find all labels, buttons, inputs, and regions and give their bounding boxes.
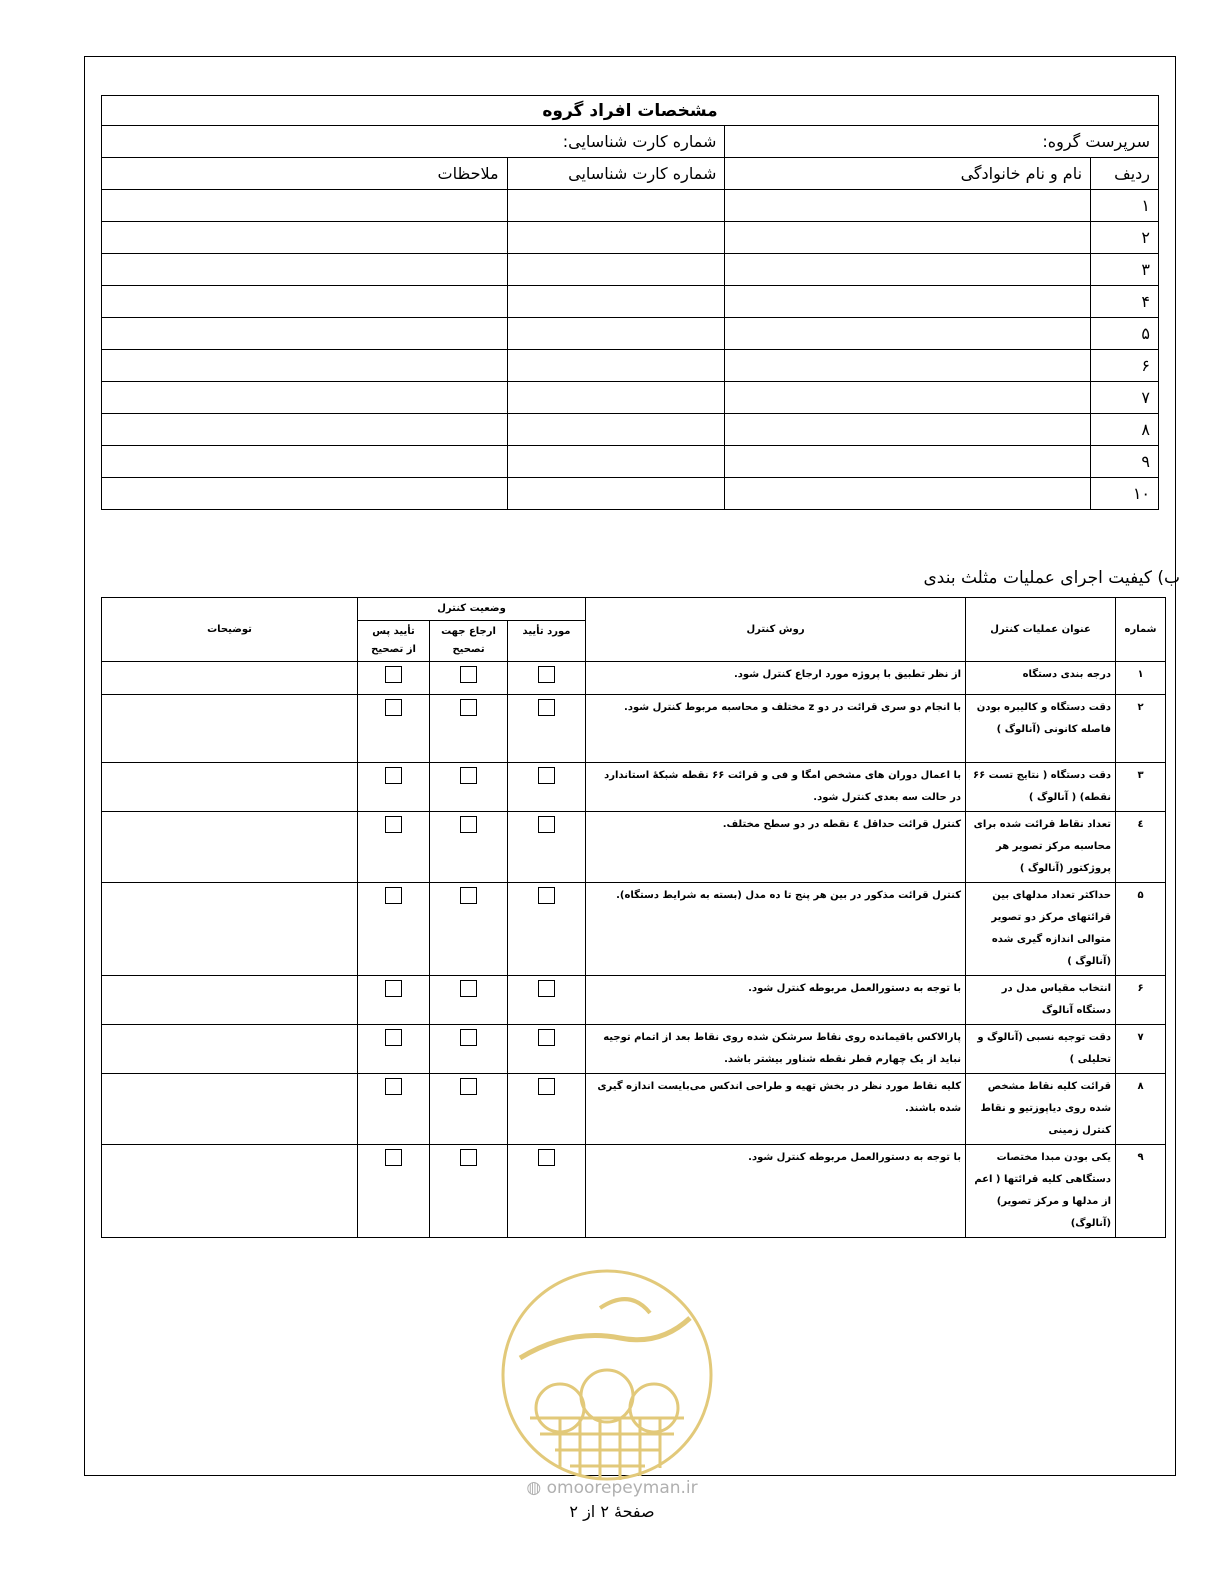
row-number: ۵ [1091, 318, 1159, 350]
control-number: ۵ [1116, 883, 1166, 976]
id-card-field[interactable] [507, 414, 725, 446]
control-method: با توجه به دستورالعمل مربوطه کنترل شود. [586, 1145, 966, 1238]
status-cell-returned [430, 976, 508, 1025]
approved-checkbox[interactable] [538, 1149, 555, 1166]
table-row [102, 763, 1166, 812]
table-row [102, 662, 1166, 695]
notes-field[interactable] [102, 190, 508, 222]
approved-checkbox[interactable] [538, 767, 555, 784]
table-row [102, 812, 1166, 883]
description-field[interactable] [102, 883, 358, 976]
returned-checkbox[interactable] [460, 699, 477, 716]
approved-after-checkbox[interactable] [385, 767, 402, 784]
row-number: ۴ [1091, 286, 1159, 318]
table-row [102, 254, 1159, 286]
status-cell-returned [430, 695, 508, 763]
returned-checkbox[interactable] [460, 980, 477, 997]
name-field[interactable] [725, 350, 1091, 382]
row-number: ۲ [1091, 222, 1159, 254]
notes-field[interactable] [102, 222, 508, 254]
control-title: قرائت کلیه نقاط مشخص شده روی دیاپوزتیو و نقاط کنترل زمینی [966, 1074, 1116, 1145]
approved-checkbox[interactable] [538, 816, 555, 833]
notes-field[interactable] [102, 254, 508, 286]
name-field[interactable] [725, 318, 1091, 350]
control-method: از نظر تطبیق با پروژه مورد ارجاع کنترل شود. [586, 662, 966, 695]
status-cell-approved [508, 812, 586, 883]
control-number: ۶ [1116, 976, 1166, 1025]
header-control-title: عنوان عملیات کنترل [966, 598, 1116, 662]
control-method: با اعمال دوران های مشخص امگا و فی و قرائت ۶۶ نقطه شبکهٔ استاندارد در حالت سه بعدی کنترل شود. [586, 763, 966, 812]
header-description: توضیحات [102, 598, 358, 662]
approved-after-checkbox[interactable] [385, 887, 402, 904]
header-returned-line1: ارجاع جهت [441, 626, 496, 637]
description-field[interactable] [102, 763, 358, 812]
id-card-field[interactable] [507, 254, 725, 286]
website-text: omoorepeyman.ir [546, 1478, 698, 1498]
page-number: صفحهٔ ۲ از ۲ [569, 1502, 655, 1521]
id-card-field[interactable] [507, 286, 725, 318]
control-method: کنترل قرائت مذکور در بین هر پنج تا ده مدل (بسته به شرایط دستگاه). [586, 883, 966, 976]
returned-checkbox[interactable] [460, 1149, 477, 1166]
status-cell-approved [508, 883, 586, 976]
header-approved-after-line1: تأیید پس [372, 626, 415, 637]
control-method: پارالاکس باقیمانده روی نقاط سرشکن شده روی نقاط بعد از اتمام توجیه نباید از یک چهارم قطر نقطه شناور بیشتر باشد. [586, 1025, 966, 1074]
status-cell-approved-after [358, 883, 430, 976]
approved-checkbox[interactable] [538, 1078, 555, 1095]
status-cell-approved-after [358, 695, 430, 763]
name-field[interactable] [725, 382, 1091, 414]
status-cell-approved-after [358, 1025, 430, 1074]
status-cell-returned [430, 662, 508, 695]
description-field[interactable] [102, 812, 358, 883]
status-cell-approved [508, 695, 586, 763]
control-table [101, 597, 1166, 1238]
control-number: ۱ [1116, 662, 1166, 695]
header-name: نام و نام خانوادگی [725, 158, 1091, 190]
id-card-field[interactable] [507, 350, 725, 382]
status-cell-approved [508, 1074, 586, 1145]
id-card-field[interactable] [507, 478, 725, 510]
returned-checkbox[interactable] [460, 1029, 477, 1046]
control-title: تعداد نقاط قرائت شده برای محاسبه مرکز تصویر هر پروژکتور (آنالوگ ) [966, 812, 1116, 883]
control-method: با انجام دو سری قرائت در دو z مختلف و محاسبه مربوط کنترل شود. [586, 695, 966, 763]
returned-checkbox[interactable] [460, 666, 477, 683]
table-row [102, 695, 1166, 763]
header-approved-after [358, 621, 430, 662]
approved-checkbox[interactable] [538, 1029, 555, 1046]
id-card-field[interactable] [507, 222, 725, 254]
notes-field[interactable] [102, 382, 508, 414]
section-b-heading: ب) کیفیت اجرای عملیات مثلث بندی [923, 568, 1180, 588]
control-number: ٤ [1116, 812, 1166, 883]
description-field[interactable] [102, 695, 358, 763]
notes-field[interactable] [102, 286, 508, 318]
control-number: ۸ [1116, 1074, 1166, 1145]
control-title: انتخاب مقیاس مدل در دستگاه آنالوگ [966, 976, 1116, 1025]
status-cell-approved [508, 662, 586, 695]
description-field[interactable] [102, 1074, 358, 1145]
control-number: ۳ [1116, 763, 1166, 812]
control-number: ۹ [1116, 1145, 1166, 1238]
id-card-field[interactable] [507, 382, 725, 414]
table-row [102, 1025, 1166, 1074]
status-cell-approved-after [358, 763, 430, 812]
status-cell-approved-after [358, 1074, 430, 1145]
table-row [102, 222, 1159, 254]
status-cell-approved-after [358, 812, 430, 883]
table-row [102, 190, 1159, 222]
header-control-status: وضعیت کنترل [358, 598, 586, 621]
notes-field[interactable] [102, 350, 508, 382]
control-title: دقت دستگاه و کالیبره بودن فاصله کانونی (آنالوگ ) [966, 695, 1116, 763]
status-cell-returned [430, 1025, 508, 1074]
returned-checkbox[interactable] [460, 816, 477, 833]
approved-checkbox[interactable] [538, 699, 555, 716]
status-cell-returned [430, 883, 508, 976]
status-cell-approved [508, 1145, 586, 1238]
approved-after-checkbox[interactable] [385, 1029, 402, 1046]
approved-checkbox[interactable] [538, 887, 555, 904]
approved-after-checkbox[interactable] [385, 699, 402, 716]
returned-checkbox[interactable] [460, 767, 477, 784]
row-number: ۸ [1091, 414, 1159, 446]
approved-after-checkbox[interactable] [385, 1078, 402, 1095]
table-row [102, 446, 1159, 478]
table-row [102, 976, 1166, 1025]
approved-after-checkbox[interactable] [385, 666, 402, 683]
notes-field[interactable] [102, 318, 508, 350]
notes-field[interactable] [102, 446, 508, 478]
group-members-table [101, 95, 1159, 510]
table-row [102, 1074, 1166, 1145]
control-method: کلیه نقاط مورد نظر در بخش تهیه و طراحی اندکس می‌بایست اندازه گیری شده باشند. [586, 1074, 966, 1145]
name-field[interactable] [725, 478, 1091, 510]
control-title: درجه بندی دستگاه [966, 662, 1116, 695]
header-notes: ملاحظات [102, 158, 508, 190]
members-table-title: مشخصات افراد گروه [102, 96, 1159, 126]
name-field[interactable] [725, 446, 1091, 478]
header-returned-line2: تصحیح [452, 644, 485, 655]
status-cell-returned [430, 1145, 508, 1238]
row-number: ۳ [1091, 254, 1159, 286]
control-title: حداکثر تعداد مدلهای بین قرائتهای مرکز دو تصویر متوالی اندازه گیری شده (آنالوگ ) [966, 883, 1116, 976]
control-title: یکی بودن مبدا مختصات دستگاهی کلیه قرائتها ( اعم از مدلها و مرکز تصویر) (آنالوگ) [966, 1145, 1116, 1238]
description-field[interactable] [102, 1025, 358, 1074]
table-row [102, 350, 1159, 382]
table-row [102, 318, 1159, 350]
status-cell-approved [508, 763, 586, 812]
status-cell-approved-after [358, 1145, 430, 1238]
row-number: ۱۰ [1091, 478, 1159, 510]
control-title: دقت توجیه نسبی (آنالوگ و تحلیلی ) [966, 1025, 1116, 1074]
header-returned [430, 621, 508, 662]
table-row [102, 382, 1159, 414]
approved-after-checkbox[interactable] [385, 816, 402, 833]
id-card-label: شماره کارت شناسایی: [102, 126, 725, 158]
header-row-number: ردیف [1091, 158, 1159, 190]
header-id-card: شماره کارت شناسایی [507, 158, 725, 190]
status-cell-returned [430, 812, 508, 883]
row-number: ۱ [1091, 190, 1159, 222]
supervisor-label: سرپرست گروه: [725, 126, 1159, 158]
description-field[interactable] [102, 662, 358, 695]
description-field[interactable] [102, 1145, 358, 1238]
status-cell-approved-after [358, 662, 430, 695]
id-card-field[interactable] [507, 190, 725, 222]
notes-field[interactable] [102, 414, 508, 446]
name-field[interactable] [725, 254, 1091, 286]
status-cell-approved [508, 976, 586, 1025]
status-cell-returned [430, 763, 508, 812]
description-field[interactable] [102, 976, 358, 1025]
table-row [102, 883, 1166, 976]
control-title: دقت دستگاه ( نتایج تست ۶۶ نقطه) ( آنالوگ ) [966, 763, 1116, 812]
returned-checkbox[interactable] [460, 1078, 477, 1095]
approved-checkbox[interactable] [538, 666, 555, 683]
website-watermark: ◍ omoorepeyman.ir [526, 1478, 698, 1498]
notes-field[interactable] [102, 478, 508, 510]
name-field[interactable] [725, 414, 1091, 446]
omoorepeyman-logo [500, 1268, 714, 1482]
status-cell-returned [430, 1074, 508, 1145]
name-field[interactable] [725, 286, 1091, 318]
approved-checkbox[interactable] [538, 980, 555, 997]
control-method: با توجه به دستورالعمل مربوطه کنترل شود. [586, 976, 966, 1025]
returned-checkbox[interactable] [460, 887, 477, 904]
header-approved-after-line2: از تصحیح [371, 644, 416, 655]
id-card-field[interactable] [507, 318, 725, 350]
status-cell-approved-after [358, 976, 430, 1025]
status-cell-approved [508, 1025, 586, 1074]
header-approved: مورد تأیید [508, 621, 586, 662]
control-number: ۲ [1116, 695, 1166, 763]
control-method: کنترل قرائت حداقل ٤ نقطه در دو سطح مختلف. [586, 812, 966, 883]
control-number: ۷ [1116, 1025, 1166, 1074]
row-number: ۶ [1091, 350, 1159, 382]
table-row [102, 286, 1159, 318]
approved-after-checkbox[interactable] [385, 1149, 402, 1166]
header-number: شماره [1116, 598, 1166, 662]
id-card-field[interactable] [507, 446, 725, 478]
approved-after-checkbox[interactable] [385, 980, 402, 997]
table-row [102, 1145, 1166, 1238]
name-field[interactable] [725, 190, 1091, 222]
table-row [102, 478, 1159, 510]
row-number: ۷ [1091, 382, 1159, 414]
name-field[interactable] [725, 222, 1091, 254]
table-row [102, 414, 1159, 446]
header-control-method: روش کنترل [586, 598, 966, 662]
row-number: ۹ [1091, 446, 1159, 478]
